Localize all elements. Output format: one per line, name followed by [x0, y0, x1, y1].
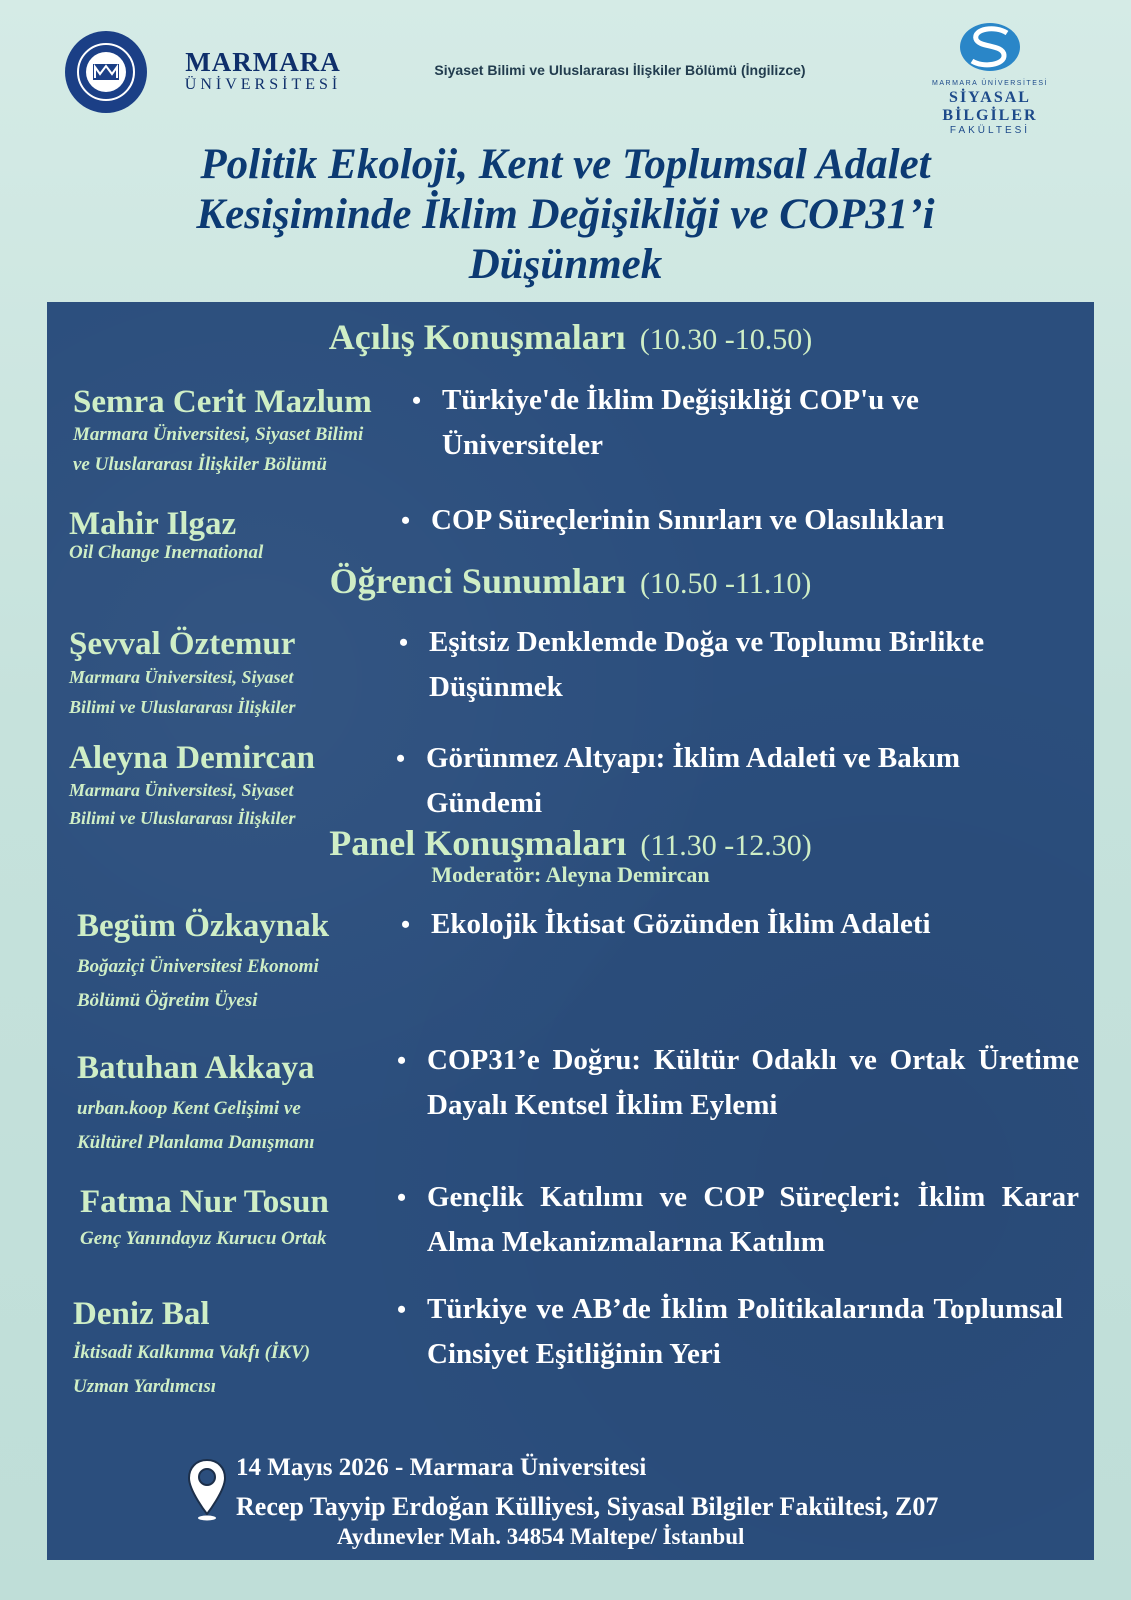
speaker-deniz-bal: [73, 1296, 310, 1404]
faculty-suffix: FAKÜLTESİ: [949, 125, 1031, 136]
speaker-aleyna-demircan: [69, 740, 315, 832]
talk-title: • Türkiye ve AB’de İklim Politikalarında Toplumsal Cinsiyet Eşitliğinin Yeri: [397, 1287, 1063, 1377]
moderator-line: Moderatör: Aleyna Demircan: [431, 862, 710, 887]
talk-title: • Ekolojik İktisat Gözünden İklim Adaleti: [401, 902, 1091, 947]
faculty-logo: [900, 22, 1080, 136]
section-opening: [47, 316, 1094, 358]
section-time: (10.50 -11.10): [640, 567, 812, 600]
speaker-affiliation: Bölümü Öğretim Üyesi: [77, 990, 258, 1011]
speaker-affiliation: urban.koop Kent Gelişimi ve: [77, 1098, 301, 1119]
speaker-affiliation: Bilimi ve Uluslararası İlişkiler: [69, 697, 296, 717]
talk-title: • COP31’e Doğru: Kültür Odaklı ve Ortak Üretime Dayalı Kentsel İklim Eylemi: [397, 1038, 1079, 1128]
section-panel: [47, 822, 1094, 864]
speaker-batuhan-akkaya: [77, 1050, 315, 1160]
event-date-place: 14 Mayıs 2026 - Marmara Üniversitesi: [236, 1454, 647, 1481]
faculty-emblem-icon: [959, 22, 1021, 72]
program-board: [47, 302, 1094, 1560]
section-time: (11.30 -12.30): [640, 829, 812, 862]
title-line-2: Kesişiminde İklim Değişikliği ve COP31’i: [196, 191, 935, 238]
speaker-affiliation: İktisadi Kalkınma Vakfı (İKV): [73, 1342, 311, 1363]
speaker-fatma-nur-tosun: [80, 1184, 329, 1254]
section-time: (10.30 -10.50): [639, 323, 813, 356]
header: [0, 0, 1131, 140]
speaker-name: Aleyna Demircan: [69, 740, 315, 776]
event-venue: Recep Tayyip Erdoğan Külliyesi, Siyasal Bilgiler Fakültesi, Z07: [236, 1492, 939, 1521]
speaker-affiliation: Marmara Üniversitesi, Siyaset Bilimi: [73, 424, 364, 445]
speaker-mahir-ilgaz: [69, 506, 263, 564]
speaker-affiliation: Marmara Üniversitesi, Siyaset: [69, 780, 294, 800]
talk-title: • Gençlik Katılımı ve COP Süreçleri: İklim Karar Alma Mekanizmalarına Katılım: [397, 1175, 1079, 1265]
talk-title: • COP Süreçlerinin Sınırları ve Olasılıkları: [401, 498, 1091, 543]
speaker-name: Batuhan Akkaya: [77, 1050, 315, 1086]
section-title: Açılış Konuşmaları: [328, 317, 626, 357]
faculty-name: SİYASAL BİLGİLER: [942, 89, 1038, 124]
department-name: Siyaset Bilimi ve Uluslararası İlişkiler Bölümü (İngilizce): [434, 62, 806, 78]
speaker-affiliation: Kültürel Planlama Danışmanı: [77, 1132, 315, 1153]
speaker-affiliation: Marmara Üniversitesi, Siyaset: [69, 667, 294, 687]
speaker-affiliation: ve Uluslararası İlişkiler Bölümü: [73, 454, 327, 475]
section-title: Öğrenci Sunumları: [329, 561, 626, 601]
speaker-affiliation: Uzman Yardımcısı: [73, 1376, 217, 1397]
university-name-line1: MARMARA: [185, 47, 341, 77]
section-students: [47, 560, 1094, 602]
speaker-affiliation: Oil Change Inernational: [69, 542, 264, 563]
speaker-affiliation: Bilimi ve Uluslararası İlişkiler: [69, 808, 296, 828]
speaker-name: Semra Cerit Mazlum: [73, 384, 372, 420]
location-pin-icon: [187, 1458, 227, 1522]
talk-title: • Türkiye'de İklim Değişikliği COP'u ve Üniversiteler: [412, 378, 1042, 468]
speaker-sevval-oztemur: [69, 626, 296, 722]
title-line-1: Politik Ekoloji, Kent ve Toplumsal Adalet: [200, 141, 931, 188]
speaker-name: Begüm Özkaynak: [77, 908, 330, 944]
university-name-line2: ÜNİVERSİTESİ: [184, 76, 342, 93]
speaker-name: Mahir Ilgaz: [69, 506, 237, 542]
title-line-3: Düşünmek: [468, 241, 663, 288]
section-title: Panel Konuşmaları: [329, 823, 627, 863]
speaker-begum-ozkaynak: [77, 908, 329, 1018]
speaker-affiliation: Boğaziçi Üniversitesi Ekonomi: [77, 956, 319, 977]
talk-title: • Görünmez Altyapı: İklim Adaleti ve Bakım Gündemi: [396, 736, 1066, 826]
marmara-university-seal: [64, 30, 148, 114]
speaker-name: Şevval Öztemur: [69, 626, 296, 662]
event-title: [80, 140, 1051, 290]
speaker-semra-cerit-mazlum: [73, 384, 372, 480]
speaker-affiliation: Genç Yanındayız Kurucu Ortak: [80, 1228, 327, 1249]
talk-title: • Eşitsiz Denklemde Doğa ve Toplumu Birlikte Düşünmek: [399, 620, 1069, 710]
event-address: Aydınevler Mah. 34854 Maltepe/ İstanbul: [337, 1524, 745, 1549]
speaker-name: Deniz Bal: [73, 1296, 210, 1332]
faculty-small-text: MARMARA ÜNİVERSİTESİ: [932, 80, 1048, 87]
speaker-name: Fatma Nur Tosun: [80, 1184, 329, 1220]
university-name: [168, 48, 358, 94]
